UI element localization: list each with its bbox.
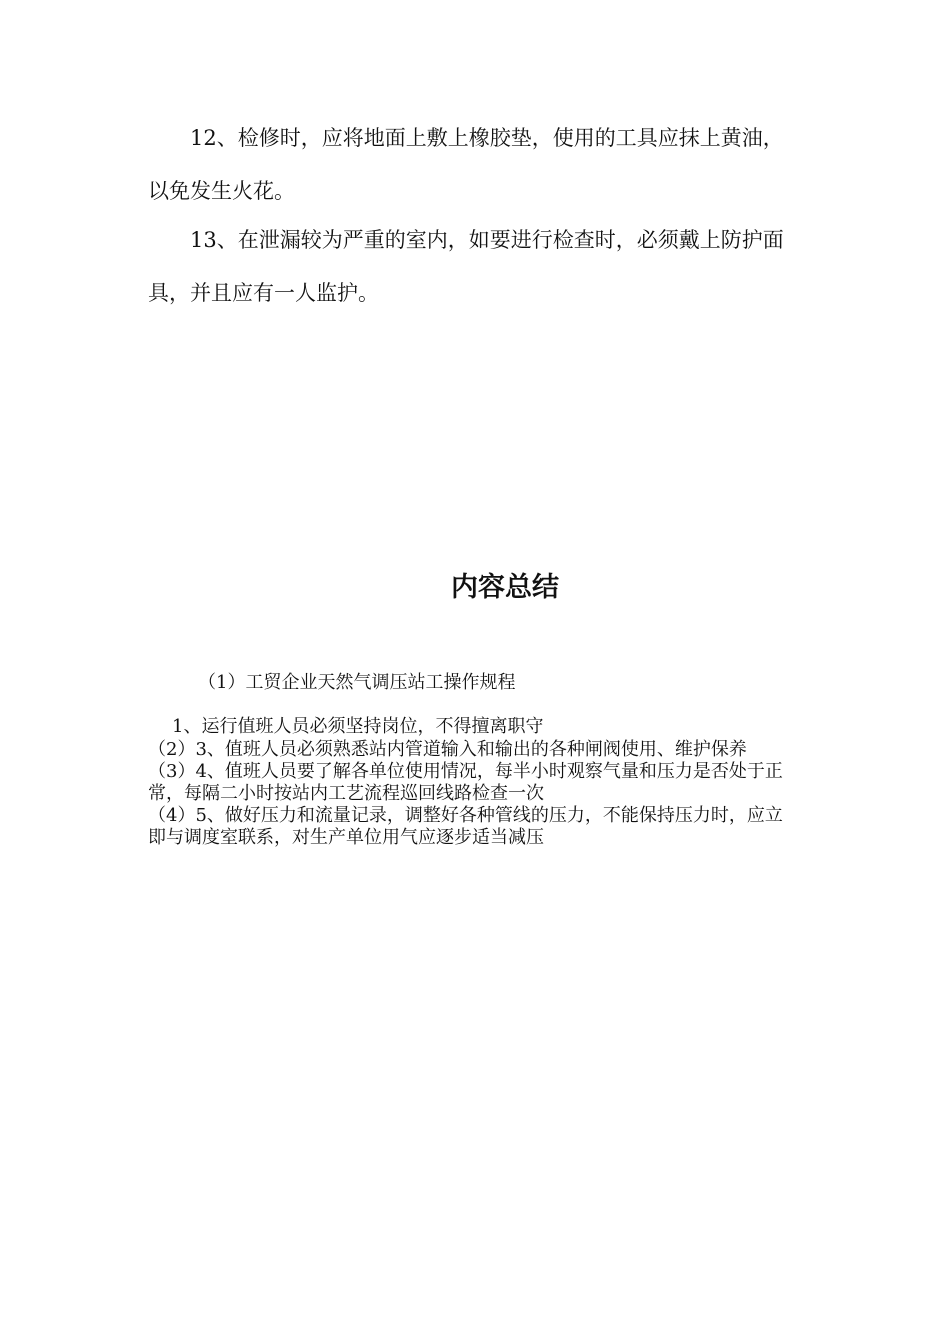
- summary-item: （4）5、做好压力和流量记录，调整好各种管线的压力，不能保持压力时，应立即与调度室联系，对生产单位用气应逐步适当减压: [148, 805, 783, 848]
- summary-title: 内容总结: [451, 572, 559, 603]
- summary-item: （3）4、值班人员要了解各单位使用情况，每半小时观察气量和压力是否处于正常，每隔二小时按站内工艺流程巡回线路检查一次: [148, 761, 783, 804]
- summary-items: [148, 716, 798, 849]
- summary-item: 1、运行值班人员必须坚持岗位，不得擅离职守: [172, 716, 544, 737]
- summary-item: （2）3、值班人员必须熟悉站内管道输入和输出的各种闸阀使用、维护保养: [148, 739, 747, 760]
- paragraph-13: 13、在泄漏较为严重的室内，如要进行检查时，必须戴上防护面具，并且应有一人监护。: [148, 228, 784, 305]
- summary-heading: （1）工贸企业天然气调压站工操作规程: [198, 672, 516, 693]
- paragraph-12: 12、检修时，应将地面上敷上橡胶垫，使用的工具应抹上黄油，以免发生火花。: [148, 126, 784, 203]
